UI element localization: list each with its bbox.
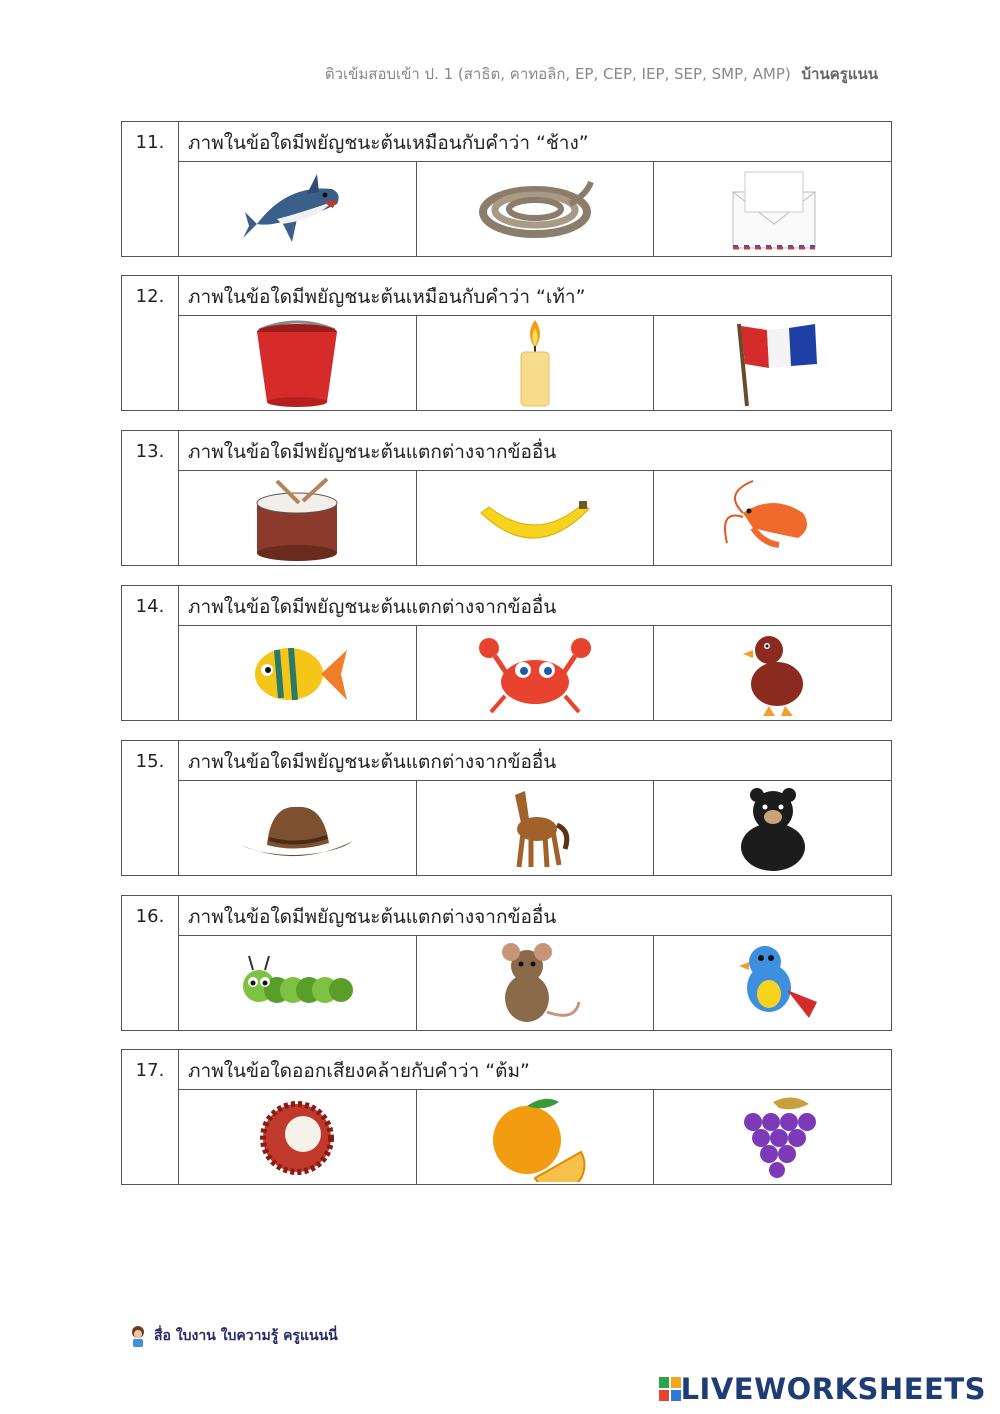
options-row [179, 316, 891, 410]
question-number: 13. [122, 431, 179, 565]
duck-icon [713, 628, 833, 718]
option-c[interactable] [654, 626, 891, 720]
options-row [179, 936, 891, 1030]
grapes-icon [713, 1092, 833, 1182]
option-b[interactable] [417, 626, 655, 720]
question-prompt: ภาพในข้อใดมีพยัญชนะต้นแตกต่างจากข้ออื่น [179, 741, 891, 781]
liveworksheets-text: LIVEWORKSHEETS [680, 1372, 986, 1406]
question-number: 11. [122, 122, 179, 256]
option-a[interactable] [179, 781, 417, 875]
header-text: ติวเข้มสอบเข้า ป. 1 (สาธิต, คาทอลิก, EP, CEP, IEP, SEP, SMP, AMP) [324, 65, 791, 83]
option-c[interactable] [654, 1090, 891, 1184]
option-b[interactable] [417, 936, 655, 1030]
question-prompt: ภาพในข้อใดมีพยัญชนะต้นแตกต่างจากข้ออื่น [179, 586, 891, 626]
option-a[interactable] [179, 162, 417, 256]
mouse-icon [475, 938, 595, 1028]
option-a[interactable] [179, 471, 417, 565]
rambutan-icon [237, 1092, 357, 1182]
option-b[interactable] [417, 1090, 655, 1184]
option-b[interactable] [417, 781, 655, 875]
option-b[interactable] [417, 162, 655, 256]
question-13 [121, 430, 892, 566]
question-prompt: ภาพในข้อใดมีพยัญชนะต้นแตกต่างจากข้ออื่น [179, 431, 891, 471]
drum-icon [237, 473, 357, 563]
option-c[interactable] [654, 471, 891, 565]
options-row [179, 781, 891, 875]
candle-icon [475, 318, 595, 408]
shrimp-icon [713, 473, 833, 563]
liveworksheets-logo[interactable] [659, 1372, 986, 1406]
options-row [179, 1090, 891, 1184]
bear-icon [713, 783, 833, 873]
question-number: 16. [122, 896, 179, 1030]
option-a[interactable] [179, 316, 417, 410]
question-prompt: ภาพในข้อใดมีพยัญชนะต้นเหมือนกับคำว่า “เท้า” [179, 276, 891, 316]
question-number: 15. [122, 741, 179, 875]
options-row [179, 471, 891, 565]
question-12 [121, 275, 892, 411]
option-b[interactable] [417, 471, 655, 565]
envelope-icon [713, 164, 833, 254]
crab-icon [475, 628, 595, 718]
question-number: 17. [122, 1050, 179, 1184]
bird-icon [713, 938, 833, 1028]
option-a[interactable] [179, 1090, 417, 1184]
bucket-icon [237, 318, 357, 408]
question-number: 14. [122, 586, 179, 720]
header-brand: บ้านครูแนน [801, 65, 878, 83]
question-14 [121, 585, 892, 721]
option-c[interactable] [654, 162, 891, 256]
question-16 [121, 895, 892, 1031]
shark-icon [237, 164, 357, 254]
option-b[interactable] [417, 316, 655, 410]
flag-icon [713, 318, 833, 408]
option-c[interactable] [654, 781, 891, 875]
option-c[interactable] [654, 936, 891, 1030]
options-row [179, 162, 891, 256]
liveworksheets-mark-icon [659, 1377, 681, 1401]
footer-credit-text: สื่อ ใบงาน ใบความรู้ ครูแนนนี่ [154, 1328, 338, 1344]
orange-icon [475, 1092, 595, 1182]
hat-icon [237, 783, 357, 873]
question-15 [121, 740, 892, 876]
footer-credit [126, 1324, 338, 1348]
banana-icon [475, 473, 595, 563]
option-a[interactable] [179, 936, 417, 1030]
option-a[interactable] [179, 626, 417, 720]
option-c[interactable] [654, 316, 891, 410]
question-prompt: ภาพในข้อใดออกเสียงคล้ายกับคำว่า “ต้ม” [179, 1050, 891, 1090]
teacher-avatar-icon [126, 1324, 150, 1348]
page-header [325, 62, 878, 86]
caterpillar-icon [237, 938, 357, 1028]
question-11 [121, 121, 892, 257]
options-row [179, 626, 891, 720]
question-17 [121, 1049, 892, 1185]
question-prompt: ภาพในข้อใดมีพยัญชนะต้นเหมือนกับคำว่า “ช้าง” [179, 122, 891, 162]
rope-icon [475, 164, 595, 254]
question-number: 12. [122, 276, 179, 410]
question-prompt: ภาพในข้อใดมีพยัญชนะต้นแตกต่างจากข้ออื่น [179, 896, 891, 936]
horse-icon [475, 783, 595, 873]
fish-icon [237, 628, 357, 718]
